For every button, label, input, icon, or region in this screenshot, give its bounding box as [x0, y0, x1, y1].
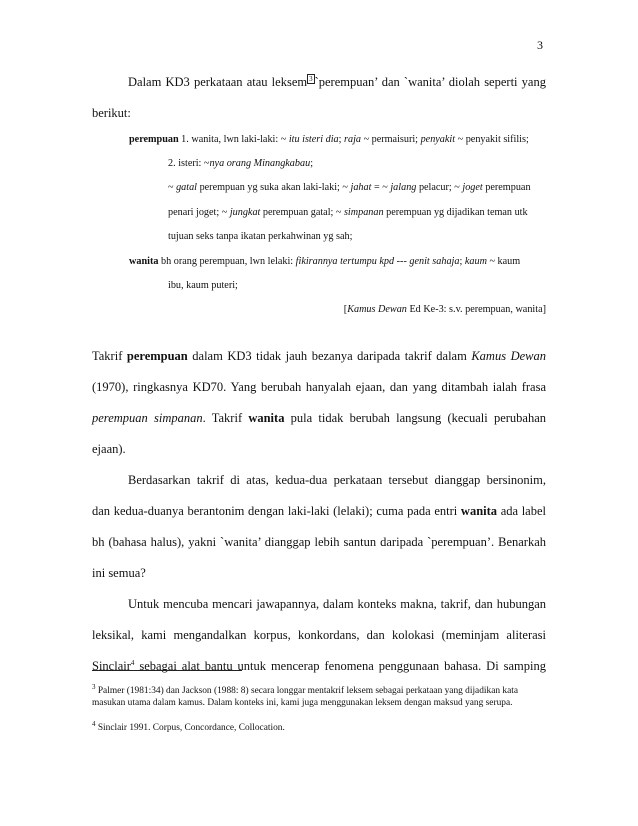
dict-entry-line: ibu, kaum puteri;: [168, 280, 238, 291]
footnote-ref-4[interactable]: 4: [130, 658, 135, 667]
paragraph-3-line-4: ini semua?: [92, 566, 146, 580]
paragraph-3-line-2: dan kedua-duanya berantonim dengan laki-laki (lelaki); cuma pada entri wanita ada label: [92, 504, 547, 518]
dict-entry-wanita: wanita bh orang perempuan, lwn lelaki: fikirannya tertumpu kpd --- genit sahaja; kaum ~ kaum: [129, 256, 521, 267]
paragraph-1-line-2: berikut:: [92, 106, 131, 120]
paragraph-4-line-2: leksikal, kami mengandalkan korpus, konkordans, dan kolokasi (meminjam aliterasi: [92, 628, 546, 642]
footnote-ref-3[interactable]: 3: [309, 75, 313, 83]
paragraph-4-line-1: Untuk mencuba mencari jawapannya, dalam konteks makna, takrif, dan hubungan: [128, 597, 546, 611]
paragraph-3-line-1: Berdasarkan takrif di atas, kedua-dua perkataan tersebut dianggap bersinonim,: [128, 473, 546, 487]
dict-entry-line: 2. isteri: ~nya orang Minangkabau;: [168, 158, 314, 169]
dict-entry-line: tujuan seks tanpa ikatan perkahwinan yg sah;: [168, 231, 353, 242]
page-number: 3: [537, 38, 543, 52]
paragraph-3-line-3: bh (bahasa halus), yakni `wanita’ dianggap lebih santun daripada `perempuan’. Benarkah: [92, 535, 546, 549]
paragraph-2-line-4: ejaan).: [92, 442, 126, 456]
paragraph-2-line-2: (1970), ringkasnya KD70. Yang berubah hanyalah ejaan, dan yang ditambah ialah frasa: [92, 380, 546, 394]
footnote-divider: [92, 670, 242, 671]
dict-entry-line: ~ gatal perempuan yg suka akan laki-laki; ~ jahat = ~ jalang pelacur; ~ joget perempuan: [168, 182, 531, 193]
dict-entry-line: penari joget; ~ jungkat perempuan gatal; ~ simpanan perempuan yg dijadikan teman utk: [168, 207, 528, 218]
footnote-3: $^3$ Palmer (1981:34) dan Jackson (1988: 8) secara longgar mentakrif leksem sebagai perkataan yang dijadikan kata masukan utama dalam kamus. Dalam konteks ini, kami juga menggunakan leksem dengan maksud yang serupa.: [92, 682, 519, 708]
dict-entry-perempuan: perempuan 1. wanita, lwn laki-laki: ~ itu isteri dia; raja ~ permaisuri; penyakit ~ penyakit sifilis;: [129, 134, 529, 145]
paragraph-2-line-3: perempuan simpanan. Takrif wanita pula tidak berubah langsung (kecuali perubahan: [92, 411, 547, 425]
paragraph-2-line-1: Takrif perempuan dalam KD3 tidak jauh bezanya daripada takrif dalam Kamus Dewan: [92, 349, 546, 363]
footnote-4: $^4$ Sinclair 1991. Corpus, Concordance, Collocation.: [92, 719, 285, 733]
dict-source-citation: [Kamus Dewan Ed Ke-3: s.v. perempuan, wanita]: [343, 304, 546, 315]
paragraph-4-line-3: Sinclair$^4$ sebagai alat bantu untuk mencerap fenomena penggunaan bahasa. Di samping: [92, 658, 546, 673]
paragraph-1-line-1: Dalam KD3 perkataan atau leksem 3 `perempuan’ dan `wanita’ diolah seperti yang: [128, 75, 546, 90]
